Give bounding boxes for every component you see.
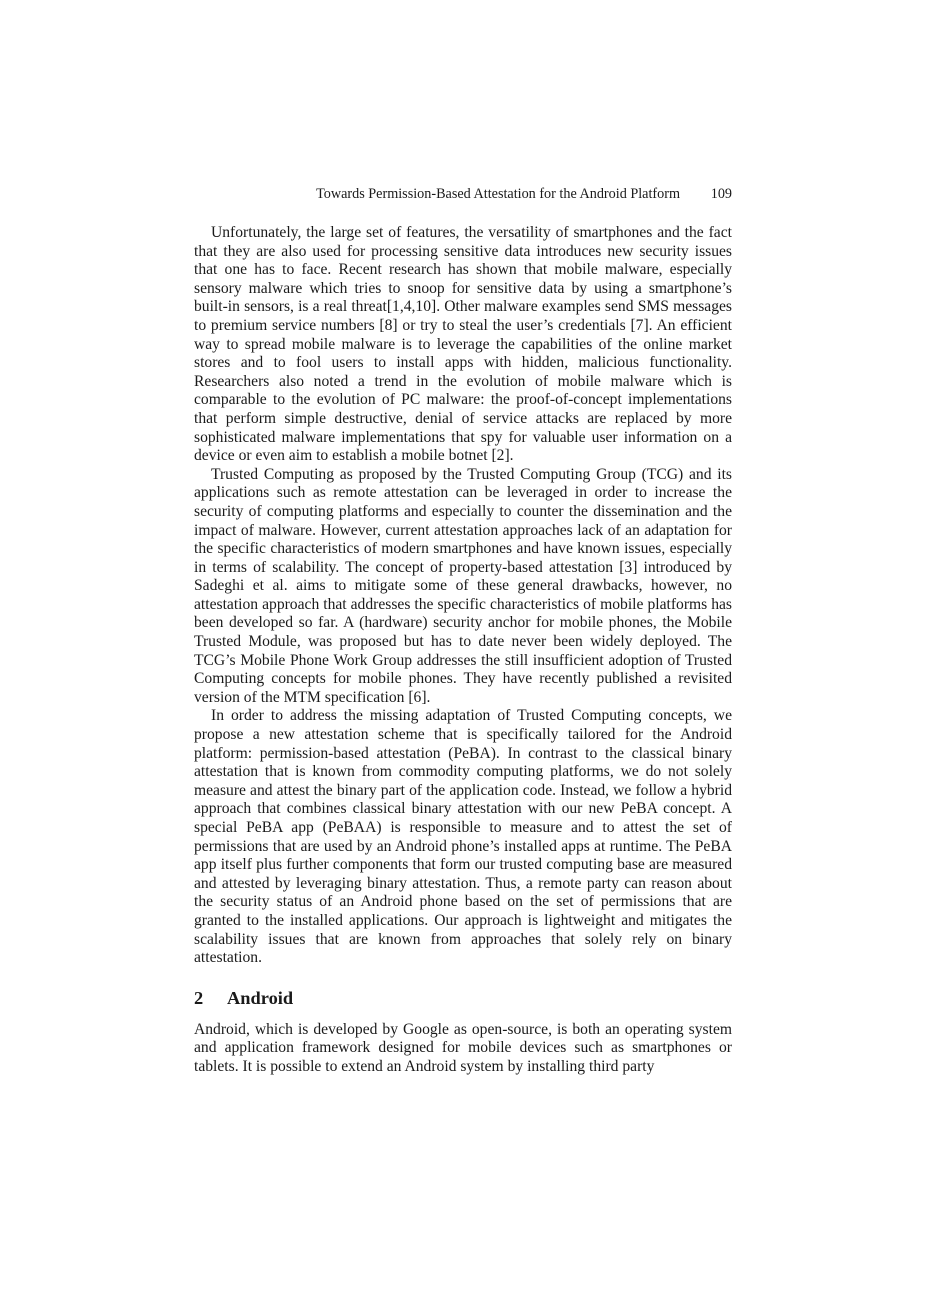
paragraph-android-intro: Android, which is developed by Google as open-source, is both an operating system and application framework designed for mobile devices such as smartphones or tablets. It is possible to extend an Android system by installing third party (194, 1020, 732, 1075)
running-title: Towards Permission-Based Attestation for the Android Platform (316, 186, 680, 202)
section-title: Android (227, 987, 294, 1008)
section-heading (194, 987, 732, 1009)
page-number: 109 (710, 186, 732, 202)
running-head (194, 184, 732, 204)
paragraph-malware-threats: Unfortunately, the large set of features, the versatility of smartphones and the fact that they are also used for processing sensitive data introduces new security issues that one has to face. Recent research has shown that mobile malware, especially sensory malware which tries to snoop for sensitive data by using a smartphone’s built-in sensors, is a real threat[1,4,10]. Other malware examples send SMS messages to premium service numbers [8] or try to steal the user’s credentials [7]. An efficient way to spread mobile malware is to leverage the capabilities of the online market stores and to fool users to install apps with hidden, malicious functionality. Researchers also noted a trend in the evolution of mobile malware which is comparable to the evolution of PC malware: the proof-of-concept implementations that perform simple destructive, denial of service attacks are replaced by more sophisticated malware implementations that spy for valuable user information on a device or even aim to establish a mobile botnet [2]. (194, 224, 732, 465)
body-text (194, 224, 732, 1077)
paragraph-peba-proposal: In order to address the missing adaptation of Trusted Computing concepts, we propose a new attestation scheme that is specifically tailored for the Android platform: permission-based attestation (PeBA). In contrast to the classical binary attestation that is known from commodity computing platforms, we do not solely measure and attest the binary part of the application code. Instead, we follow a hybrid approach that combines classical binary attestation with our new PeBA concept. A special PeBA app (PeBAA) is responsible to measure and to attest the set of permissions that are used by an Android phone’s installed apps at runtime. The PeBA app itself plus further components that form our trusted computing base are measured and attested by leveraging binary attestation. Thus, a remote party can reason about the security status of an Android phone based on the set of permissions that are granted to the installed applications. Our approach is lightweight and mitigates the scalability issues that are known from approaches that solely rely on binary attestation. (194, 707, 732, 967)
section-number: 2 (194, 987, 204, 1008)
paper-page (194, 184, 732, 1077)
paragraph-trusted-computing: Trusted Computing as proposed by the Trusted Computing Group (TCG) and its applications such as remote attestation can be leveraged in order to increase the security of computing platforms and especially to counter the dissemination and the impact of malware. However, current attestation approaches lack of an adaptation for the specific characteristics of modern smartphones and have known issues, especially in terms of scalability. The concept of property-based attestation [3] introduced by Sadeghi et al. aims to mitigate some of these general drawbacks, however, no attestation approach that addresses the specific characteristics of mobile platforms has been developed so far. A (hardware) security anchor for mobile phones, the Mobile Trusted Module, was proposed but has to date never been widely deployed. The TCG’s Mobile Phone Work Group addresses the still insufficient adoption of Trusted Computing concepts for mobile phones. They have recently published a revisited version of the MTM specification [6]. (194, 465, 732, 706)
